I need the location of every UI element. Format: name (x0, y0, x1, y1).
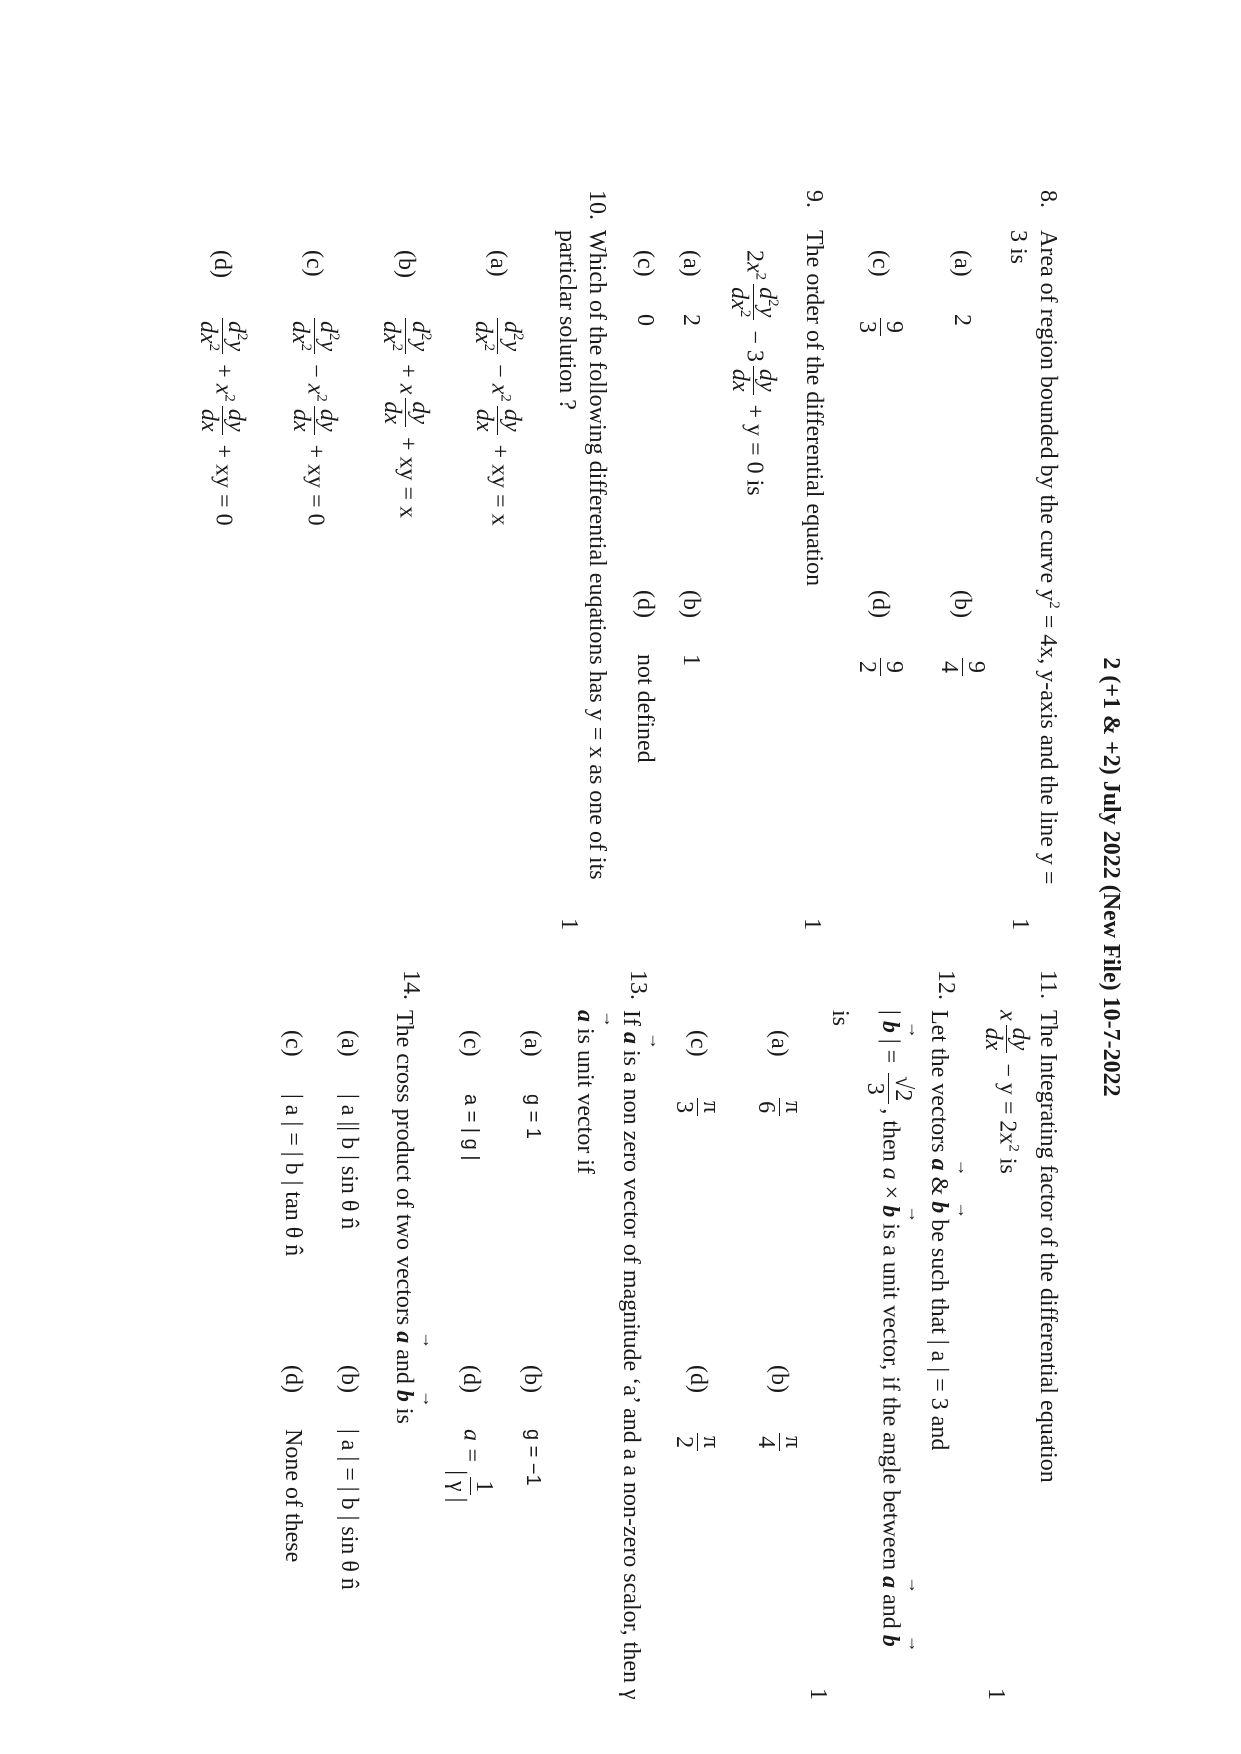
page-header: 2 (+1 & +2) July 2022 (New File) 10-7-2022 (1098, 657, 1124, 1097)
equation: x dy dx − $y = 2x^2$ is (979, 1010, 1033, 1174)
marks: 1 (983, 1688, 1009, 1700)
option-a[interactable]: (a) | a || b | sin θ n̂ (336, 1030, 363, 1230)
option-d[interactable]: (d) 9 2 (853, 590, 907, 930)
option-c[interactable]: (c) a = | g | (457, 1030, 484, 1161)
question-number: 12. (933, 970, 960, 1000)
question-text: Area of region bounded by the curve $y^2 = 4x$, y-axis and the line y = 3 is (1005, 230, 1062, 885)
options (195, 250, 526, 930)
option-b[interactable]: (b) g = −1 (519, 1365, 546, 1486)
question-11 (979, 970, 1063, 1700)
option-c[interactable]: (c) | a | = | b | tan θ n̂ (280, 1030, 307, 1257)
question-text: Let the vectors → a & → b be such that | a | = 3 and | → b | = √2 3 , then a × → b is a unit vector, if the angle between → a and → b is (816, 1010, 961, 1700)
question-text: The Integrating factor of the differential equation (1035, 1010, 1061, 1483)
question-text: The cross product of two vectors → a and → b is (380, 1010, 426, 1700)
question-number: 8. (1035, 190, 1061, 208)
question-number: 11. (1035, 970, 1061, 1000)
option-b[interactable]: (b) 1 (677, 590, 704, 666)
option-d[interactable]: (d) a = 1 | γ | (444, 1365, 498, 1503)
option-c[interactable]: (c) π 3 (671, 1030, 725, 1365)
options (278, 1030, 364, 1700)
equation: $2x^2$ $d^2y$ $dx^2$ − 3 dy dx + y = 0 is (726, 250, 782, 496)
options (630, 250, 706, 930)
option-b[interactable]: (b) 9 4 (935, 590, 989, 930)
marks: 1 (799, 918, 826, 930)
options (671, 1030, 807, 1700)
question-number: 10. (583, 190, 610, 220)
question-12 (671, 970, 962, 1700)
left-column (177, 190, 1063, 930)
question-13 (444, 970, 653, 1700)
question-9 (630, 190, 830, 930)
option-a[interactable]: (a) 2 (677, 250, 704, 326)
question-number: 9. (801, 190, 828, 208)
marks: 1 (805, 1688, 832, 1700)
option-d[interactable]: (d) not defined (631, 590, 658, 763)
option-c[interactable]: (c) 9 3 (853, 250, 907, 590)
question-number: 13. (624, 970, 651, 1000)
options (853, 250, 989, 930)
question-text: Which of the following differential euqations has y = x as one of its particlar solution ? (553, 230, 610, 880)
options (444, 1030, 548, 1700)
option-b[interactable]: (b) π 4 (752, 1365, 806, 1700)
option-b[interactable]: (b) $d^2y$ $dx^2$ + x dy dx + xy = x (378, 250, 434, 519)
option-c[interactable]: (c) 0 (631, 250, 658, 326)
question-10 (195, 190, 612, 930)
question-8 (853, 190, 1063, 930)
option-b[interactable]: (b) | a | = | b | sin θ n̂ (336, 1365, 363, 1590)
option-d[interactable]: (d) π 2 (671, 1365, 725, 1700)
option-a[interactable]: (a) 2 (949, 250, 976, 326)
option-d[interactable]: (d) None of these (280, 1365, 307, 1563)
option-d[interactable]: (d) $d^2y$ $dx^2$ + $x^2$ dy dx + xy = 0 (194, 250, 251, 526)
question-14 (278, 970, 426, 1700)
question-text: The order of the differential equation (801, 230, 828, 587)
option-a[interactable]: (a) π 6 (752, 1030, 806, 1365)
question-number: 14. (397, 970, 424, 1000)
option-a[interactable]: (a) g = 1 (519, 1030, 546, 1140)
question-text: If → a is a non zero vector of magnitude ‘a’ and a a non-zero scalor, then γ → a is unit vector if (562, 1010, 653, 1700)
marks: 1 (555, 918, 582, 930)
option-a[interactable]: (a) $d^2y$ $dx^2$ − $x^2$ dy dx + xy = x (470, 250, 526, 526)
right-column (260, 970, 1063, 1700)
option-c[interactable]: (c) $d^2y$ $dx^2$ − $x^2$ dy dx + xy = 0 (286, 250, 343, 526)
marks: 1 (1007, 918, 1033, 930)
